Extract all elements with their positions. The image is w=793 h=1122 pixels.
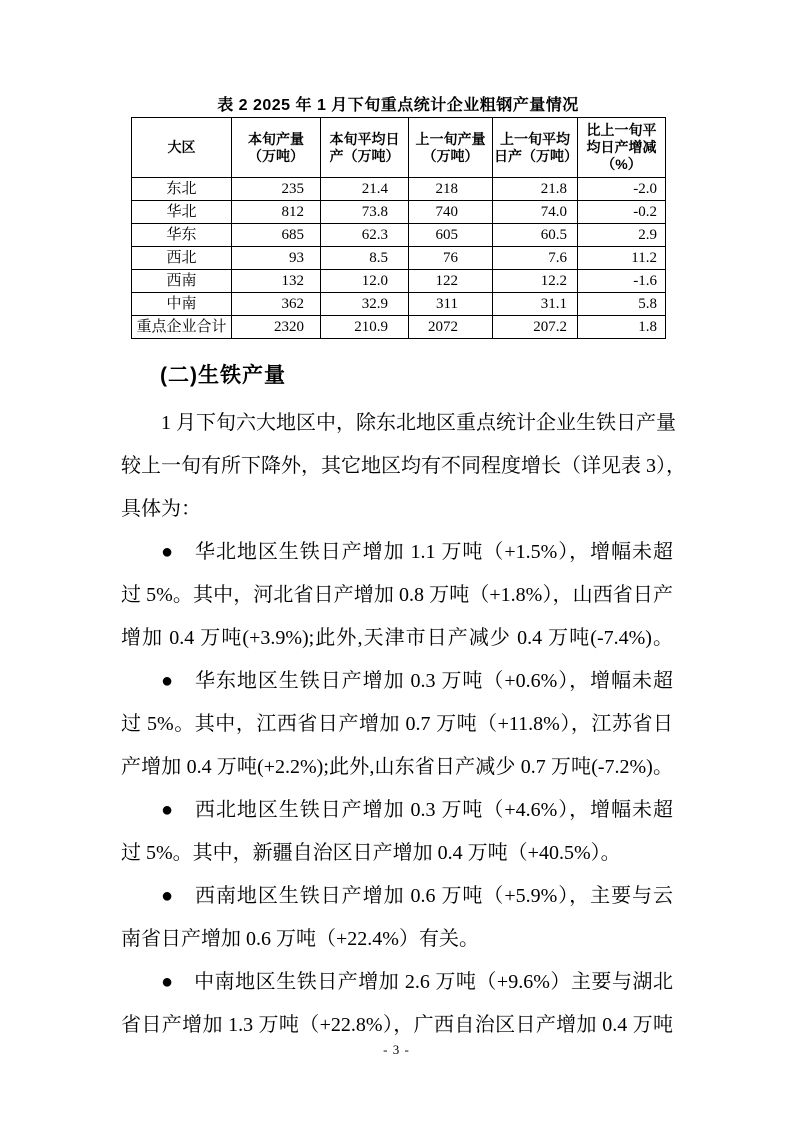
header-previous-output: 上一旬产量 （万吨） [409, 118, 493, 178]
region-cell: 东北 [132, 178, 232, 201]
value-cell: 812 [232, 201, 321, 224]
value-cell: 2.9 [578, 224, 666, 247]
header-current-daily-avg: 本旬平均日 产（万吨） [321, 118, 409, 178]
region-cell: 西南 [132, 270, 232, 293]
value-cell: -1.6 [578, 270, 666, 293]
region-cell: 西北 [132, 247, 232, 270]
value-cell: 31.1 [493, 293, 578, 316]
table-caption: 表 2 2025 年 1 月下旬重点统计企业粗钢产量情况 [217, 97, 579, 114]
value-cell: 62.3 [321, 224, 409, 247]
value-cell: -0.2 [578, 201, 666, 224]
header-current-output: 本旬产量 （万吨） [232, 118, 321, 178]
value-cell: 73.8 [321, 201, 409, 224]
header-previous-daily-avg: 上一旬平均 日产（万吨） [493, 118, 578, 178]
paragraph-line: 具体为： [121, 498, 201, 520]
region-cell: 重点企业合计 [132, 316, 232, 339]
value-cell: 311 [409, 293, 493, 316]
value-cell: 32.9 [321, 293, 409, 316]
value-cell: 210.9 [321, 316, 409, 339]
paragraph-line: 过 5%。其中，江西省日产增加 0.7 万吨（+11.8%），江苏省日 [121, 713, 673, 735]
table-row [132, 270, 666, 293]
paragraph-line: 增加 0.4 万吨(+3.9%);此外,天津市日产减少 0.4 万吨(-7.4%)。 [121, 627, 673, 649]
value-cell: 207.2 [493, 316, 578, 339]
value-cell: 11.2 [578, 247, 666, 270]
table-header-row [132, 118, 666, 178]
bullet-line: ● 华东地区生铁日产增加 0.3 万吨（+0.6%），增幅未超 [161, 670, 673, 692]
page-number: - 3 - [383, 1042, 410, 1057]
value-cell: 740 [409, 201, 493, 224]
bullet-line: ● 西南地区生铁日产增加 0.6 万吨（+5.9%），主要与云 [161, 885, 673, 907]
section-heading: (二)生铁产量 [160, 364, 286, 387]
region-cell: 华东 [132, 224, 232, 247]
value-cell: 7.6 [493, 247, 578, 270]
table-row-total [132, 316, 666, 339]
value-cell: 2320 [232, 316, 321, 339]
value-cell: 235 [232, 178, 321, 201]
paragraph-line: 产增加 0.4 万吨(+2.2%);此外,山东省日产减少 0.7 万吨(-7.2%)。 [121, 756, 673, 778]
value-cell: 218 [409, 178, 493, 201]
paragraph-line: 过 5%。其中，河北省日产增加 0.8 万吨（+1.8%），山西省日产 [121, 584, 673, 606]
value-cell: 2072 [409, 316, 493, 339]
value-cell: 362 [232, 293, 321, 316]
header-change-pct: 比上一旬平 均日产增减 （%） [578, 118, 666, 178]
value-cell: 605 [409, 224, 493, 247]
table-row [132, 201, 666, 224]
region-cell: 华北 [132, 201, 232, 224]
bullet-line: ● 西北地区生铁日产增加 0.3 万吨（+4.6%），增幅未超 [161, 799, 673, 821]
value-cell: 74.0 [493, 201, 578, 224]
header-region: 大区 [132, 118, 232, 178]
paragraph-line: 省日产增加 1.3 万吨（+22.8%），广西自治区日产增加 0.4 万吨 [121, 1014, 673, 1036]
value-cell: 1.8 [578, 316, 666, 339]
paragraph-line: 南省日产增加 0.6 万吨（+22.4%）有关。 [121, 928, 479, 950]
table-row [132, 293, 666, 316]
paragraph-line: 过 5%。其中，新疆自治区日产增加 0.4 万吨（+40.5%）。 [121, 842, 621, 864]
value-cell: 132 [232, 270, 321, 293]
table-row [132, 178, 666, 201]
body-text [121, 402, 686, 1047]
paragraph-line: 1 月下旬六大地区中，除东北地区重点统计企业生铁日产量 [161, 412, 676, 434]
value-cell: 12.2 [493, 270, 578, 293]
paragraph-line: 较上一旬有所下降外，其它地区均有不同程度增长（详见表 3）， [121, 455, 686, 477]
region-cell: 中南 [132, 293, 232, 316]
value-cell: 685 [232, 224, 321, 247]
value-cell: 122 [409, 270, 493, 293]
value-cell: 12.0 [321, 270, 409, 293]
table-row [132, 224, 666, 247]
value-cell: 5.8 [578, 293, 666, 316]
bullet-line: ● 中南地区生铁日产增加 2.6 万吨（+9.6%）主要与湖北 [161, 971, 673, 993]
value-cell: -2.0 [578, 178, 666, 201]
value-cell: 93 [232, 247, 321, 270]
crude-steel-table [131, 117, 666, 339]
value-cell: 76 [409, 247, 493, 270]
value-cell: 60.5 [493, 224, 578, 247]
bullet-line: ● 华北地区生铁日产增加 1.1 万吨（+1.5%），增幅未超 [161, 541, 673, 563]
table-row [132, 247, 666, 270]
value-cell: 8.5 [321, 247, 409, 270]
value-cell: 21.4 [321, 178, 409, 201]
value-cell: 21.8 [493, 178, 578, 201]
